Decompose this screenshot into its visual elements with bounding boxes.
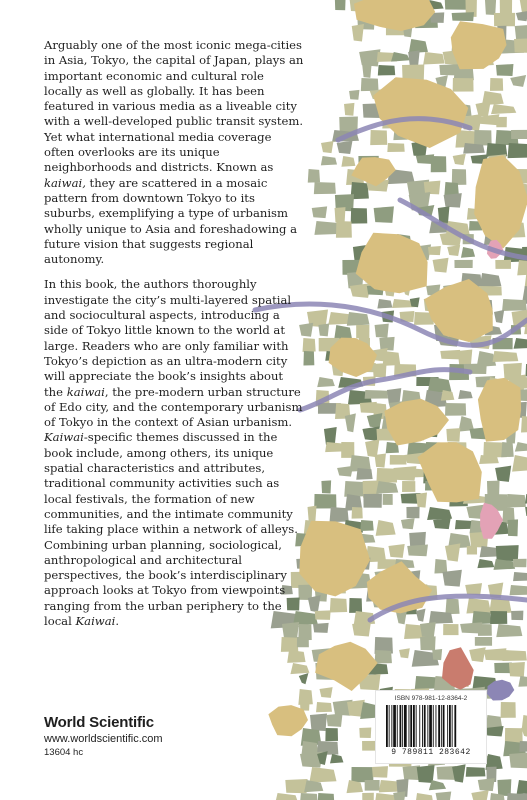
map-parcel-gold xyxy=(478,378,521,442)
barcode-bar xyxy=(413,705,415,747)
map-block xyxy=(440,350,460,360)
map-block xyxy=(321,156,337,165)
map-block xyxy=(375,324,389,338)
map-block xyxy=(467,546,477,555)
barcode-bar xyxy=(410,705,412,747)
map-block xyxy=(445,403,466,416)
barcode-bar xyxy=(397,705,398,747)
map-block xyxy=(375,453,386,467)
barcode-bar xyxy=(422,705,423,747)
map-block xyxy=(420,622,436,638)
catalog-code: 13604 hc xyxy=(44,747,84,758)
map-block xyxy=(486,715,502,728)
barcode-bar xyxy=(447,705,448,747)
map-block xyxy=(303,338,316,352)
map-block xyxy=(363,494,382,508)
map-block xyxy=(494,310,504,323)
publisher-name: World Scientific xyxy=(44,714,154,731)
map-block xyxy=(485,0,496,15)
map-block xyxy=(445,598,459,614)
map-block xyxy=(352,507,363,519)
map-block xyxy=(330,598,347,612)
map-block xyxy=(458,350,473,367)
map-block xyxy=(445,0,467,10)
map-parcel-gold xyxy=(451,21,507,69)
map-block xyxy=(458,390,472,399)
map-block xyxy=(442,570,461,587)
map-block xyxy=(493,351,519,362)
map-block xyxy=(408,50,420,66)
italic-term: Kaiwai xyxy=(44,430,84,445)
map-block xyxy=(341,156,355,167)
map-block xyxy=(308,595,321,612)
barcode-bar xyxy=(438,705,440,747)
map-block xyxy=(420,636,436,650)
publisher-url: www.worldscientific.com xyxy=(44,733,163,745)
blurb-paragraph-1 xyxy=(44,38,304,267)
map-block xyxy=(300,793,318,800)
map-block xyxy=(360,520,373,531)
map-block xyxy=(351,767,373,782)
map-block xyxy=(490,78,503,91)
barcode-icon xyxy=(384,705,480,747)
map-block xyxy=(429,780,446,790)
map-block xyxy=(356,468,372,480)
map-block xyxy=(501,442,514,457)
map-block xyxy=(299,673,309,684)
map-block xyxy=(424,181,441,195)
map-block xyxy=(337,466,353,477)
map-block xyxy=(509,752,527,768)
publisher-block xyxy=(44,714,163,759)
text-run: . xyxy=(115,613,120,628)
barcode-bar xyxy=(449,705,451,747)
map-block xyxy=(428,246,441,255)
map-block xyxy=(362,793,374,800)
map-block xyxy=(316,702,332,712)
map-block xyxy=(308,169,320,183)
map-block xyxy=(445,543,460,561)
map-block xyxy=(335,0,346,10)
map-block xyxy=(330,754,343,763)
map-block xyxy=(487,481,500,496)
map-block xyxy=(511,611,523,620)
map-parcel-gold xyxy=(417,442,481,502)
italic-term: kaiwai, xyxy=(44,175,86,190)
text-run: -specific themes discussed in the book include, among others, its unique spatial characteristics and attributes, traditional community activities such as local festivals, the formation of new communities, and the intimate community life taking place within a network of alleys. Combining urban planning, sociological, anthropological and architectural perspectives, the book’s interdisciplinary approach looks at Tokyo from viewpoints ranging from the urban periphery to the local xyxy=(44,430,298,628)
text-run: they are scattered in a mosaic pattern from downtown Tokyo to its suburbs, exemplifying a type of urbanism wholly unique to Asia and foreshadowing a future vision that suggests regional autonomy. xyxy=(44,175,298,267)
map-block xyxy=(318,324,329,337)
text-run: In this book, the authors thoroughly investigate the city’s multi-layered spatial and sociocultural aspects, introducing a side of Tokyo little known to the world at large. Readers who are only familiar with Tokyo’s depiction as an ultra-modern city will appreciate the book’s insights about the xyxy=(44,277,292,399)
map-block xyxy=(416,492,427,507)
map-block xyxy=(490,611,507,624)
map-block xyxy=(362,64,371,78)
map-block xyxy=(365,780,380,791)
map-block xyxy=(321,480,331,493)
map-block xyxy=(365,439,379,457)
map-block xyxy=(303,351,314,366)
map-block xyxy=(388,544,404,558)
map-block xyxy=(508,519,519,536)
map-block xyxy=(496,64,514,76)
map-block xyxy=(431,156,447,172)
map-block xyxy=(377,299,392,308)
map-block xyxy=(423,52,444,65)
barcode-bar xyxy=(429,705,432,747)
map-block xyxy=(508,143,527,158)
barcode-bar xyxy=(404,705,407,747)
map-block xyxy=(452,12,474,21)
map-block xyxy=(514,338,527,349)
barcode-bar xyxy=(454,705,456,747)
map-block xyxy=(312,206,327,218)
map-block xyxy=(290,663,309,674)
map-block xyxy=(401,518,415,529)
isbn-barcode xyxy=(375,690,487,764)
map-block xyxy=(367,413,383,428)
barcode-bar xyxy=(393,705,396,747)
map-block xyxy=(471,790,488,800)
map-block xyxy=(444,182,458,195)
map-block xyxy=(374,206,394,223)
back-cover-blurb xyxy=(44,38,304,639)
map-block xyxy=(472,611,491,624)
map-block xyxy=(345,413,356,432)
map-block xyxy=(373,363,387,377)
map-block xyxy=(351,208,368,224)
map-block xyxy=(444,193,462,208)
map-block xyxy=(349,598,362,613)
map-block xyxy=(361,78,379,91)
map-block xyxy=(314,182,336,194)
map-block xyxy=(521,416,527,432)
map-block xyxy=(356,325,369,338)
map-block xyxy=(375,650,392,664)
map-block xyxy=(436,792,452,800)
map-block xyxy=(336,221,352,238)
barcode-bar xyxy=(427,705,428,747)
map-block xyxy=(502,299,527,311)
map-block xyxy=(383,494,393,505)
text-run: Arguably one of the most iconic mega-cities in Asia, Tokyo, the capital of Japan, plays an important economic and cultural role locally as well as globally. It has been featured in various media as a liveable city with a well-developed public transit system. Yet what international media coverage often overlooks are its unique neighborhoods and districts. Known as xyxy=(44,38,304,175)
barcode-bar xyxy=(433,705,434,747)
map-block xyxy=(517,260,527,275)
map-block xyxy=(491,104,516,114)
map-block xyxy=(515,442,527,452)
map-block xyxy=(319,687,332,698)
map-block xyxy=(510,75,526,87)
map-block xyxy=(317,793,334,800)
map-block xyxy=(402,481,415,492)
map-block xyxy=(275,793,297,800)
barcode-bar xyxy=(416,705,417,747)
barcode-bar xyxy=(436,705,437,747)
map-block xyxy=(399,648,410,658)
map-block xyxy=(513,559,527,568)
isbn-label: ISBN 978-981-12-8364-2 xyxy=(394,695,468,702)
map-block xyxy=(516,11,527,21)
map-block xyxy=(315,610,331,619)
map-block xyxy=(309,767,336,783)
map-block xyxy=(365,390,388,399)
map-block xyxy=(518,676,527,687)
map-block xyxy=(376,520,396,536)
barcode-bar xyxy=(419,705,420,747)
map-block xyxy=(477,559,494,568)
map-block xyxy=(519,741,527,752)
map-block xyxy=(352,622,371,637)
map-block xyxy=(512,455,527,472)
barcode-bar xyxy=(452,705,453,747)
map-block xyxy=(321,141,334,153)
map-block xyxy=(393,791,405,800)
map-block xyxy=(494,13,515,26)
map-block xyxy=(475,637,492,646)
map-block xyxy=(480,273,502,287)
barcode-bar xyxy=(443,705,445,747)
map-block xyxy=(476,101,491,117)
map-block xyxy=(496,117,507,127)
italic-term: Kaiwai xyxy=(75,613,116,628)
map-block xyxy=(511,130,527,139)
map-block xyxy=(496,624,522,637)
map-block xyxy=(427,507,452,520)
italic-term: kaiwai xyxy=(66,384,105,399)
map-block xyxy=(326,714,342,727)
map-block xyxy=(447,245,460,256)
map-block xyxy=(501,702,516,718)
map-block xyxy=(370,130,387,145)
map-block xyxy=(429,611,453,624)
map-block xyxy=(434,559,447,574)
map-block xyxy=(432,649,442,660)
map-block xyxy=(325,728,338,741)
blurb-paragraph-2 xyxy=(44,277,304,629)
map-block xyxy=(495,260,511,269)
map-block xyxy=(433,258,449,273)
map-block xyxy=(517,780,527,794)
barcode-bar xyxy=(389,705,390,747)
map-block xyxy=(335,207,346,223)
map-block xyxy=(513,572,527,581)
map-block xyxy=(285,779,307,793)
map-block xyxy=(310,713,327,731)
map-block xyxy=(478,624,492,636)
map-block xyxy=(463,143,485,154)
map-block xyxy=(406,468,424,478)
map-block xyxy=(454,260,472,268)
barcode-bar xyxy=(386,705,388,747)
map-block xyxy=(495,466,511,482)
barcode-bar xyxy=(400,705,402,747)
map-block xyxy=(347,312,370,326)
barcode-bar xyxy=(391,705,392,747)
map-block xyxy=(441,390,455,401)
map-block xyxy=(515,25,527,40)
text-run: , the pre-modern urban structure of Edo city, and the contemporary urbanism of Tokyo in the context of Asian urbanism. xyxy=(44,384,303,430)
map-block xyxy=(461,247,475,258)
map-block xyxy=(317,377,335,387)
map-block xyxy=(391,52,410,62)
map-block xyxy=(478,778,495,791)
map-block xyxy=(510,585,527,595)
barcode-digits: 9 789811 283642 xyxy=(391,748,471,757)
map-block xyxy=(337,141,353,154)
map-block xyxy=(514,38,527,53)
map-block xyxy=(344,103,354,116)
map-block xyxy=(330,507,349,522)
map-block xyxy=(314,494,336,508)
map-block xyxy=(407,545,428,557)
map-block xyxy=(287,650,305,663)
map-block xyxy=(349,90,359,100)
map-block xyxy=(502,650,526,661)
map-block xyxy=(452,764,466,782)
map-block xyxy=(466,598,490,613)
map-block xyxy=(387,143,404,152)
map-block xyxy=(378,65,395,75)
map-block xyxy=(453,78,474,92)
map-block xyxy=(453,154,466,165)
map-block xyxy=(416,609,426,622)
barcode-bar xyxy=(424,705,426,747)
map-block xyxy=(506,494,526,508)
map-block xyxy=(352,24,364,41)
barcode-bar xyxy=(441,705,442,747)
map-block xyxy=(372,766,388,778)
map-block xyxy=(359,727,371,738)
map-block xyxy=(406,507,419,518)
map-block xyxy=(390,455,407,465)
map-block xyxy=(443,624,458,635)
barcode-bar xyxy=(402,705,403,747)
map-block xyxy=(509,662,525,677)
map-block xyxy=(496,545,519,561)
map-parcel-gold xyxy=(268,705,308,736)
map-block xyxy=(313,623,329,633)
map-block xyxy=(374,793,396,800)
map-block xyxy=(469,647,486,662)
map-block xyxy=(415,793,435,800)
barcode-bar xyxy=(409,705,410,747)
map-block xyxy=(376,481,398,494)
map-block xyxy=(446,428,460,442)
map-block xyxy=(452,169,467,185)
map-block xyxy=(466,767,486,777)
map-block xyxy=(465,583,482,595)
map-block xyxy=(433,518,451,529)
